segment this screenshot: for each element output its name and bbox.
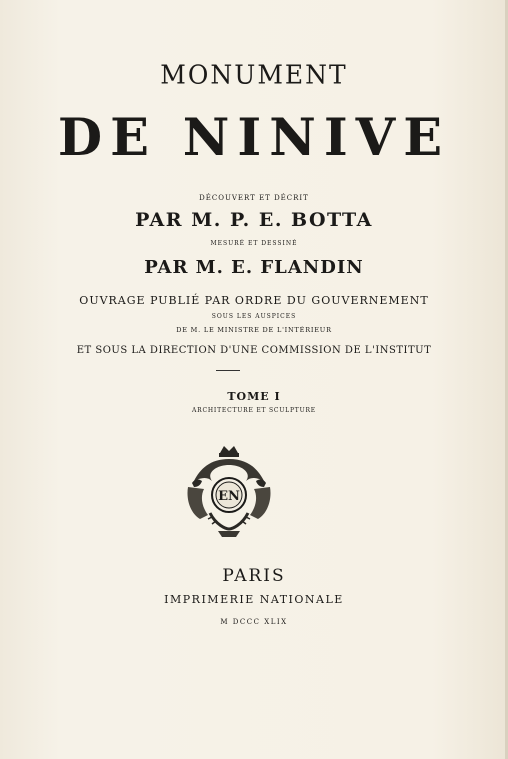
measured-label: MESURÉ ET DESSINÉ <box>210 240 298 247</box>
publication-line-3: DE M. LE MINISTRE DE L'INTÉRIEUR <box>176 326 332 334</box>
title-line-1: MONUMENT <box>160 59 348 90</box>
volume-tome: TOME I <box>227 390 281 403</box>
imprint-publisher: IMPRIMERIE NATIONALE <box>164 593 344 606</box>
publication-line-2: SOUS LES AUSPICES <box>211 313 297 320</box>
title-line-2: DE NINIVE <box>57 108 451 168</box>
author-flandin: PAR M. E. FLANDIN <box>144 257 364 278</box>
discovered-label: DÉCOUVERT ET DÉCRIT <box>199 194 309 202</box>
author-botta: PAR M. P. E. BOTTA <box>135 209 373 231</box>
publication-line-4: ET SOUS LA DIRECTION D'UNE COMMISSION DE L'INSTITUT <box>76 345 432 356</box>
volume-subject: ARCHITECTURE ET SCULPTURE <box>192 407 316 414</box>
imprint-city: PARIS <box>222 566 286 586</box>
separator-rule <box>216 370 240 371</box>
imperial-crest-icon <box>180 443 278 539</box>
publication-line-1: OUVRAGE PUBLIÉ PAR ORDRE DU GOUVERNEMENT <box>79 294 429 307</box>
imprint-year: M DCCC XLIX <box>220 618 288 626</box>
emblem-monogram: EN <box>218 489 240 504</box>
